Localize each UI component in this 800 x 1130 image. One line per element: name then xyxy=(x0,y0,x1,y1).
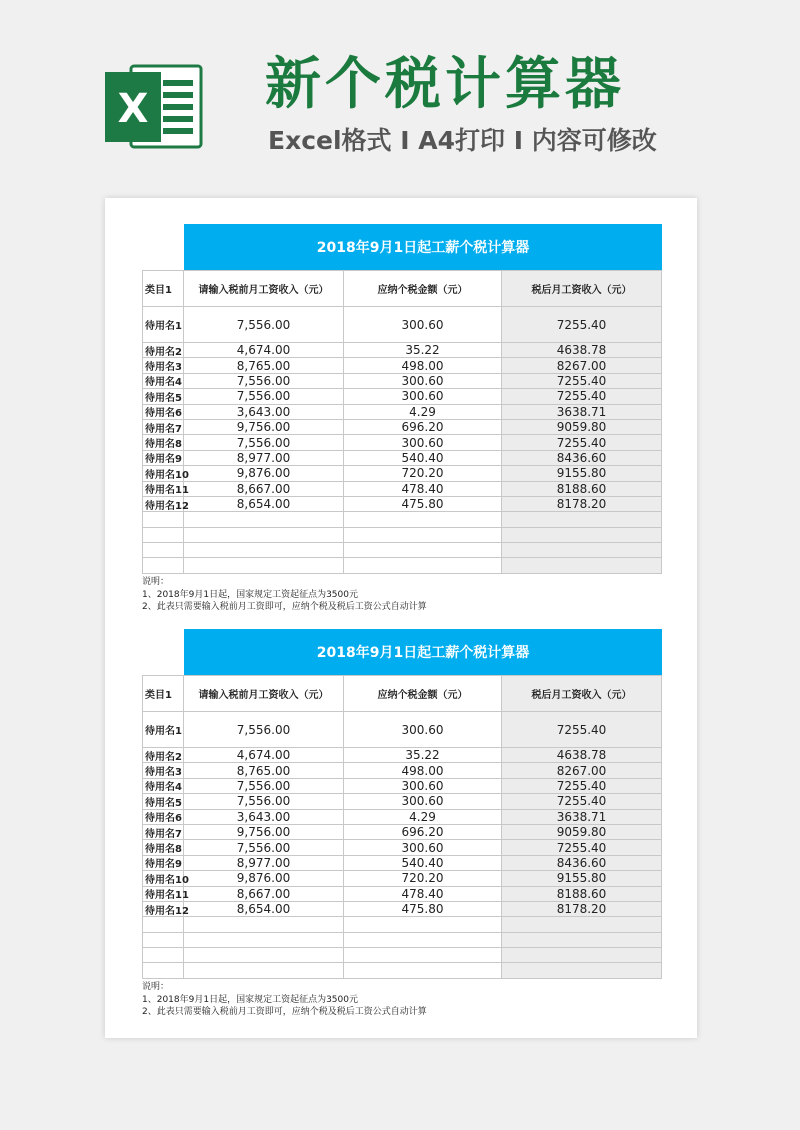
row-label: 待用名7 xyxy=(142,420,184,435)
table-row xyxy=(142,374,662,389)
tax-amount-cell: 498.00 xyxy=(344,763,502,778)
pretax-income-cell[interactable]: 9,876.00 xyxy=(184,466,344,481)
notes xyxy=(142,576,662,614)
aftertax-income-cell: 7255.40 xyxy=(502,374,662,389)
logo-letter: X xyxy=(117,86,149,132)
table-body xyxy=(142,307,662,574)
table-row xyxy=(142,497,662,512)
table-row xyxy=(142,763,662,778)
pretax-income-cell[interactable]: 9,756.00 xyxy=(184,420,344,435)
tax-amount-cell xyxy=(344,917,502,932)
row-label xyxy=(142,948,184,963)
table-row xyxy=(142,748,662,763)
pretax-income-cell[interactable] xyxy=(184,917,344,932)
table-row xyxy=(142,933,662,948)
document-sheet xyxy=(105,198,697,1038)
pretax-income-cell[interactable]: 7,556.00 xyxy=(184,435,344,450)
aftertax-income-cell: 3638.71 xyxy=(502,405,662,420)
tax-amount-cell: 720.20 xyxy=(344,871,502,886)
pretax-income-cell[interactable]: 7,556.00 xyxy=(184,712,344,748)
table-row xyxy=(142,420,662,435)
table-row xyxy=(142,948,662,963)
tax-amount-cell: 720.20 xyxy=(344,466,502,481)
table-row xyxy=(142,543,662,558)
table-row xyxy=(142,902,662,917)
aftertax-income-cell xyxy=(502,512,662,527)
pretax-income-cell[interactable]: 3,643.00 xyxy=(184,405,344,420)
page-title: 新个税计算器 xyxy=(265,52,625,117)
row-label: 待用名3 xyxy=(142,358,184,373)
pretax-income-cell[interactable] xyxy=(184,528,344,543)
row-label: 待用名6 xyxy=(142,405,184,420)
row-label xyxy=(142,528,184,543)
pretax-income-cell[interactable]: 8,667.00 xyxy=(184,887,344,902)
row-label xyxy=(142,917,184,932)
table-row xyxy=(142,871,662,886)
table-row xyxy=(142,512,662,527)
pretax-income-cell[interactable]: 3,643.00 xyxy=(184,810,344,825)
column-header: 请输入税前月工资收入（元） xyxy=(184,270,344,307)
row-label xyxy=(142,558,184,573)
table-row xyxy=(142,825,662,840)
aftertax-income-cell: 8178.20 xyxy=(502,497,662,512)
pretax-income-cell[interactable] xyxy=(184,948,344,963)
pretax-income-cell[interactable] xyxy=(184,543,344,558)
row-label: 待用名8 xyxy=(142,840,184,855)
table-header-row xyxy=(142,675,662,712)
column-header: 请输入税前月工资收入（元） xyxy=(184,675,344,712)
tax-amount-cell: 4.29 xyxy=(344,405,502,420)
aftertax-income-cell: 8188.60 xyxy=(502,887,662,902)
tax-amount-cell: 35.22 xyxy=(344,748,502,763)
tax-amount-cell: 475.80 xyxy=(344,497,502,512)
table-row xyxy=(142,466,662,481)
column-header: 类目1 xyxy=(142,270,184,307)
pretax-income-cell[interactable]: 9,756.00 xyxy=(184,825,344,840)
aftertax-income-cell: 7255.40 xyxy=(502,840,662,855)
table-row xyxy=(142,451,662,466)
row-label xyxy=(142,543,184,558)
aftertax-income-cell xyxy=(502,543,662,558)
row-label xyxy=(142,933,184,948)
aftertax-income-cell: 4638.78 xyxy=(502,343,662,358)
aftertax-income-cell: 4638.78 xyxy=(502,748,662,763)
table-row xyxy=(142,558,662,573)
row-label: 待用名5 xyxy=(142,389,184,404)
pretax-income-cell[interactable]: 7,556.00 xyxy=(184,389,344,404)
page-subtitle: Excel格式 I A4打印 I 内容可修改 xyxy=(268,126,657,155)
pretax-income-cell[interactable]: 7,556.00 xyxy=(184,794,344,809)
row-label: 待用名1 xyxy=(142,712,184,748)
tax-amount-cell xyxy=(344,933,502,948)
tax-amount-cell: 300.60 xyxy=(344,389,502,404)
excel-icon xyxy=(103,60,203,153)
table-row xyxy=(142,528,662,543)
aftertax-income-cell xyxy=(502,933,662,948)
tax-amount-cell: 300.60 xyxy=(344,435,502,450)
tax-amount-cell: 540.40 xyxy=(344,451,502,466)
table-row xyxy=(142,856,662,871)
aftertax-income-cell: 8188.60 xyxy=(502,482,662,497)
row-label: 待用名3 xyxy=(142,763,184,778)
table-row xyxy=(142,389,662,404)
note-line: 2、此表只需要输入税前月工资即可，应纳个税及税后工资公式自动计算 xyxy=(142,602,427,612)
table-row xyxy=(142,917,662,932)
tax-amount-cell: 300.60 xyxy=(344,712,502,748)
row-label: 待用名10 xyxy=(142,871,184,886)
pretax-income-cell[interactable]: 7,556.00 xyxy=(184,779,344,794)
table-title: 2018年9月1日起工薪个税计算器 xyxy=(184,224,662,270)
row-label: 待用名4 xyxy=(142,779,184,794)
table-row xyxy=(142,779,662,794)
table-row xyxy=(142,482,662,497)
pretax-income-cell[interactable]: 8,654.00 xyxy=(184,497,344,512)
column-header: 税后月工资收入（元） xyxy=(502,675,662,712)
tax-amount-cell: 4.29 xyxy=(344,810,502,825)
tax-amount-cell: 300.60 xyxy=(344,779,502,794)
column-header: 税后月工资收入（元） xyxy=(502,270,662,307)
tax-amount-cell xyxy=(344,963,502,978)
aftertax-income-cell xyxy=(502,528,662,543)
column-header: 应纳个税金额（元） xyxy=(344,270,502,307)
pretax-income-cell[interactable]: 8,667.00 xyxy=(184,482,344,497)
aftertax-income-cell: 8267.00 xyxy=(502,358,662,373)
row-label: 待用名1 xyxy=(142,307,184,343)
page-header xyxy=(0,0,800,190)
aftertax-income-cell: 7255.40 xyxy=(502,307,662,343)
pretax-income-cell[interactable] xyxy=(184,558,344,573)
table-row xyxy=(142,435,662,450)
table-row xyxy=(142,307,662,343)
tax-amount-cell: 300.60 xyxy=(344,840,502,855)
row-label: 待用名11 xyxy=(142,482,184,497)
row-label: 待用名4 xyxy=(142,374,184,389)
pretax-income-cell[interactable]: 4,674.00 xyxy=(184,748,344,763)
tax-amount-cell: 300.60 xyxy=(344,794,502,809)
note-line: 1、2018年9月1日起，国家规定工资起征点为3500元 xyxy=(142,994,358,1005)
table-row xyxy=(142,343,662,358)
row-label: 待用名9 xyxy=(142,856,184,871)
row-label xyxy=(142,963,184,978)
aftertax-income-cell: 3638.71 xyxy=(502,810,662,825)
tax-amount-cell xyxy=(344,528,502,543)
row-label: 待用名9 xyxy=(142,451,184,466)
row-label xyxy=(142,512,184,527)
aftertax-income-cell xyxy=(502,948,662,963)
pretax-income-cell[interactable] xyxy=(184,933,344,948)
tax-amount-cell xyxy=(344,543,502,558)
row-label: 待用名2 xyxy=(142,343,184,358)
note-line: 1、2018年9月1日起，国家规定工资起征点为3500元 xyxy=(142,589,358,600)
pretax-income-cell[interactable] xyxy=(184,963,344,978)
row-label: 待用名7 xyxy=(142,825,184,840)
note-line: 2、此表只需要输入税前月工资即可，应纳个税及税后工资公式自动计算 xyxy=(142,1007,427,1017)
tax-amount-cell: 498.00 xyxy=(344,358,502,373)
tax-amount-cell: 478.40 xyxy=(344,482,502,497)
pretax-income-cell[interactable]: 8,977.00 xyxy=(184,856,344,871)
table-row xyxy=(142,887,662,902)
aftertax-income-cell: 9155.80 xyxy=(502,871,662,886)
aftertax-income-cell: 7255.40 xyxy=(502,435,662,450)
pretax-income-cell[interactable]: 8,977.00 xyxy=(184,451,344,466)
table-row xyxy=(142,840,662,855)
aftertax-income-cell: 9155.80 xyxy=(502,466,662,481)
table-row xyxy=(142,405,662,420)
row-label: 待用名2 xyxy=(142,748,184,763)
aftertax-income-cell: 8178.20 xyxy=(502,902,662,917)
aftertax-income-cell: 9059.80 xyxy=(502,825,662,840)
note-line: 说明： xyxy=(142,577,170,587)
tax-amount-cell xyxy=(344,948,502,963)
row-label: 待用名12 xyxy=(142,497,184,512)
aftertax-income-cell xyxy=(502,963,662,978)
table-row xyxy=(142,358,662,373)
tax-amount-cell xyxy=(344,512,502,527)
tax-amount-cell: 35.22 xyxy=(344,343,502,358)
table-title: 2018年9月1日起工薪个税计算器 xyxy=(184,629,662,675)
row-label: 待用名11 xyxy=(142,887,184,902)
tax-amount-cell: 696.20 xyxy=(344,420,502,435)
aftertax-income-cell: 7255.40 xyxy=(502,794,662,809)
tax-amount-cell: 696.20 xyxy=(344,825,502,840)
note-line: 说明： xyxy=(142,982,170,992)
tax-amount-cell xyxy=(344,558,502,573)
row-label: 待用名10 xyxy=(142,466,184,481)
aftertax-income-cell xyxy=(502,917,662,932)
pretax-income-cell[interactable]: 7,556.00 xyxy=(184,374,344,389)
notes xyxy=(142,981,662,1019)
row-label: 待用名12 xyxy=(142,902,184,917)
aftertax-income-cell: 7255.40 xyxy=(502,712,662,748)
column-header: 应纳个税金额（元） xyxy=(344,675,502,712)
table-row xyxy=(142,794,662,809)
tax-amount-cell: 475.80 xyxy=(344,902,502,917)
table-header-row xyxy=(142,270,662,307)
tax-amount-cell: 300.60 xyxy=(344,307,502,343)
row-label: 待用名8 xyxy=(142,435,184,450)
aftertax-income-cell: 7255.40 xyxy=(502,389,662,404)
column-header: 类目1 xyxy=(142,675,184,712)
row-label: 待用名5 xyxy=(142,794,184,809)
table-body xyxy=(142,712,662,979)
table-row xyxy=(142,963,662,978)
aftertax-income-cell: 8436.60 xyxy=(502,451,662,466)
table-row xyxy=(142,810,662,825)
tax-amount-cell: 478.40 xyxy=(344,887,502,902)
tax-amount-cell: 300.60 xyxy=(344,374,502,389)
pretax-income-cell[interactable]: 8,765.00 xyxy=(184,763,344,778)
aftertax-income-cell: 7255.40 xyxy=(502,779,662,794)
pretax-income-cell[interactable]: 8,654.00 xyxy=(184,902,344,917)
row-label: 待用名6 xyxy=(142,810,184,825)
table-row xyxy=(142,712,662,748)
aftertax-income-cell xyxy=(502,558,662,573)
pretax-income-cell[interactable]: 8,765.00 xyxy=(184,358,344,373)
aftertax-income-cell: 8436.60 xyxy=(502,856,662,871)
aftertax-income-cell: 9059.80 xyxy=(502,420,662,435)
aftertax-income-cell: 8267.00 xyxy=(502,763,662,778)
pretax-income-cell[interactable] xyxy=(184,512,344,527)
tax-amount-cell: 540.40 xyxy=(344,856,502,871)
pretax-income-cell[interactable]: 4,674.00 xyxy=(184,343,344,358)
pretax-income-cell[interactable]: 7,556.00 xyxy=(184,840,344,855)
pretax-income-cell[interactable]: 9,876.00 xyxy=(184,871,344,886)
pretax-income-cell[interactable]: 7,556.00 xyxy=(184,307,344,343)
